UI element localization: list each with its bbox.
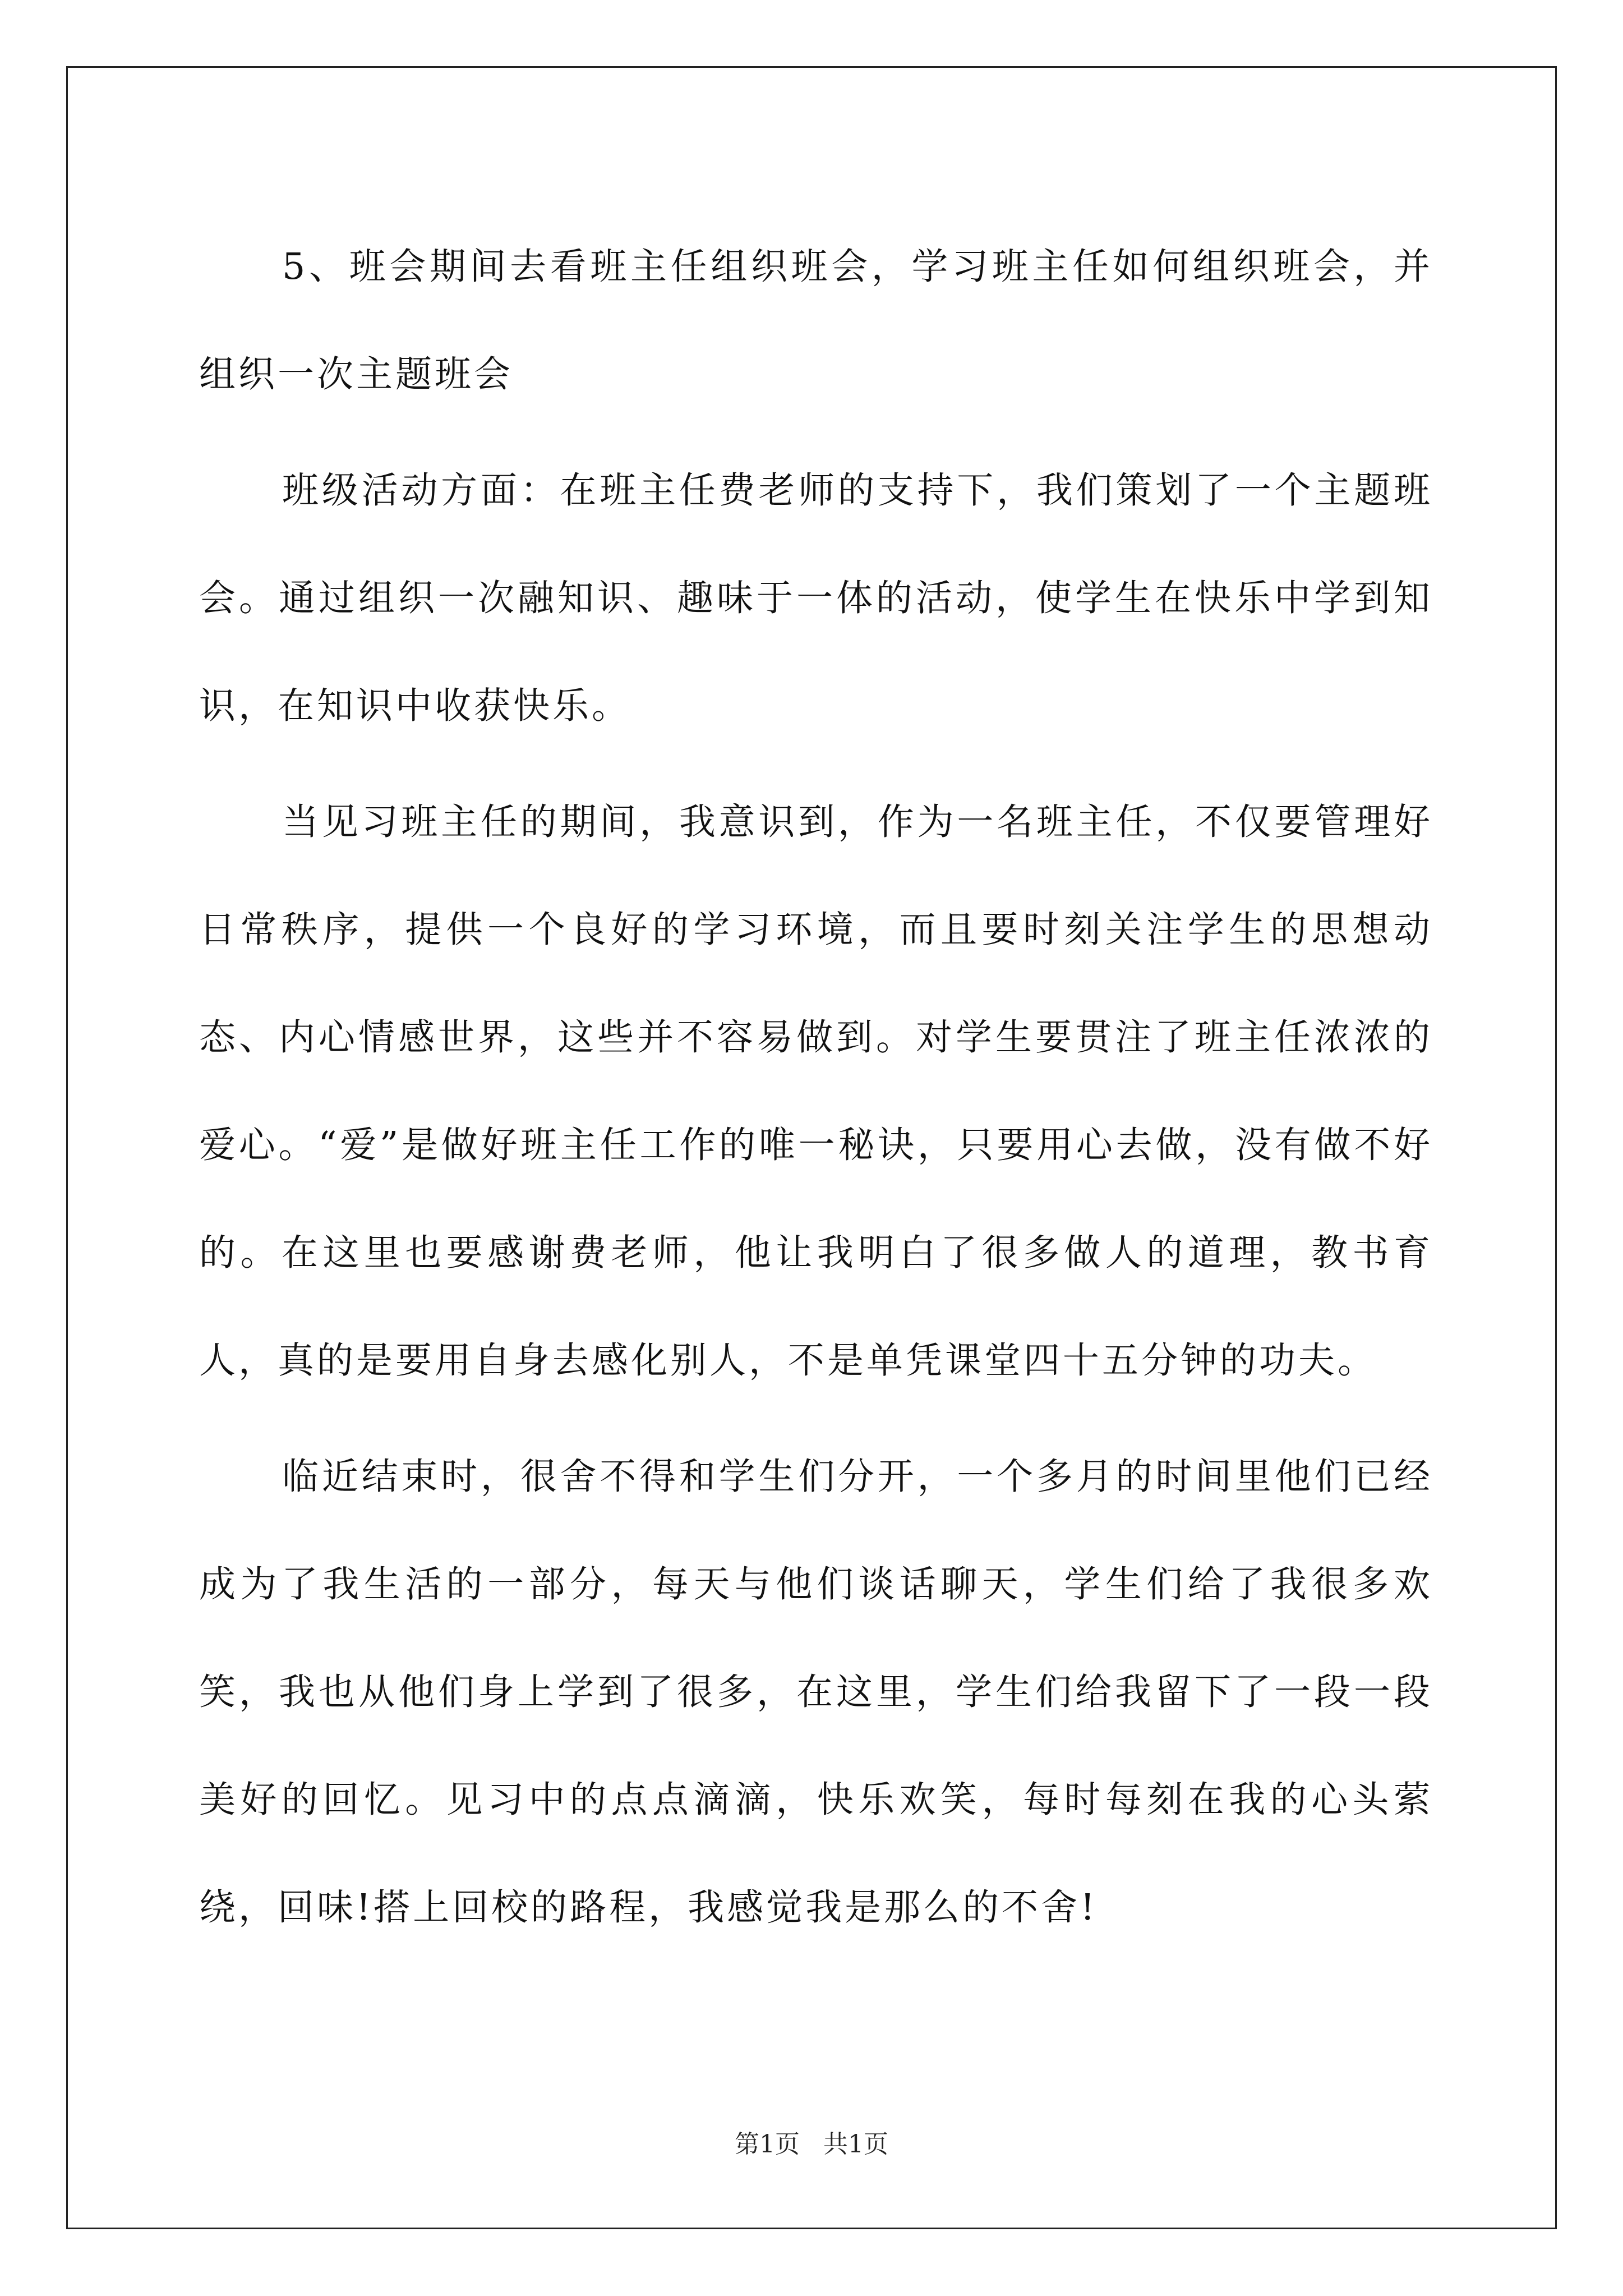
document-body [199,213,1433,1970]
paragraph: 当见习班主任的期间，我意识到，作为一名班主任，不仅要管理好日常秩序，提供一个良好的学习环境，而且要时刻关注学生的思想动态、内心情感世界，这些并不容易做到。对学生要贯注了班主任浓浓的爱心。“爱”是做好班主任工作的唯一秘诀，只要用心去做，没有做不好的。在这里也要感谢费老师，他让我明白了很多做人的道理，教书育人，真的是要用自身去感化别人，不是单凭课堂四十五分钟的功夫。 [199,801,1433,1382]
paragraph: 临近结束时，很舍不得和学生们分开，一个多月的时间里他们已经成为了我生活的一部分，每天与他们谈话聊天，学生们给了我很多欢笑，我也从他们身上学到了很多，在这里，学生们给我留下了一段一段美好的回忆。见习中的点点滴滴，快乐欢笑，每时每刻在我的心头萦绕，回味!搭上回校的路程，我感觉我是那么的不舍! [199,1456,1433,1929]
page-footer: 第1页 共1页 [735,2130,888,2159]
paragraph: 5、班会期间去看班主任组织班会，学习班主任如何组织班会，并组织一次主题班会 [199,246,1433,395]
paragraph: 班级活动方面：在班主任费老师的支持下，我们策划了一个主题班会。通过组织一次融知识、趣味于一体的活动，使学生在快乐中学到知识，在知识中收获快乐。 [199,470,1433,727]
